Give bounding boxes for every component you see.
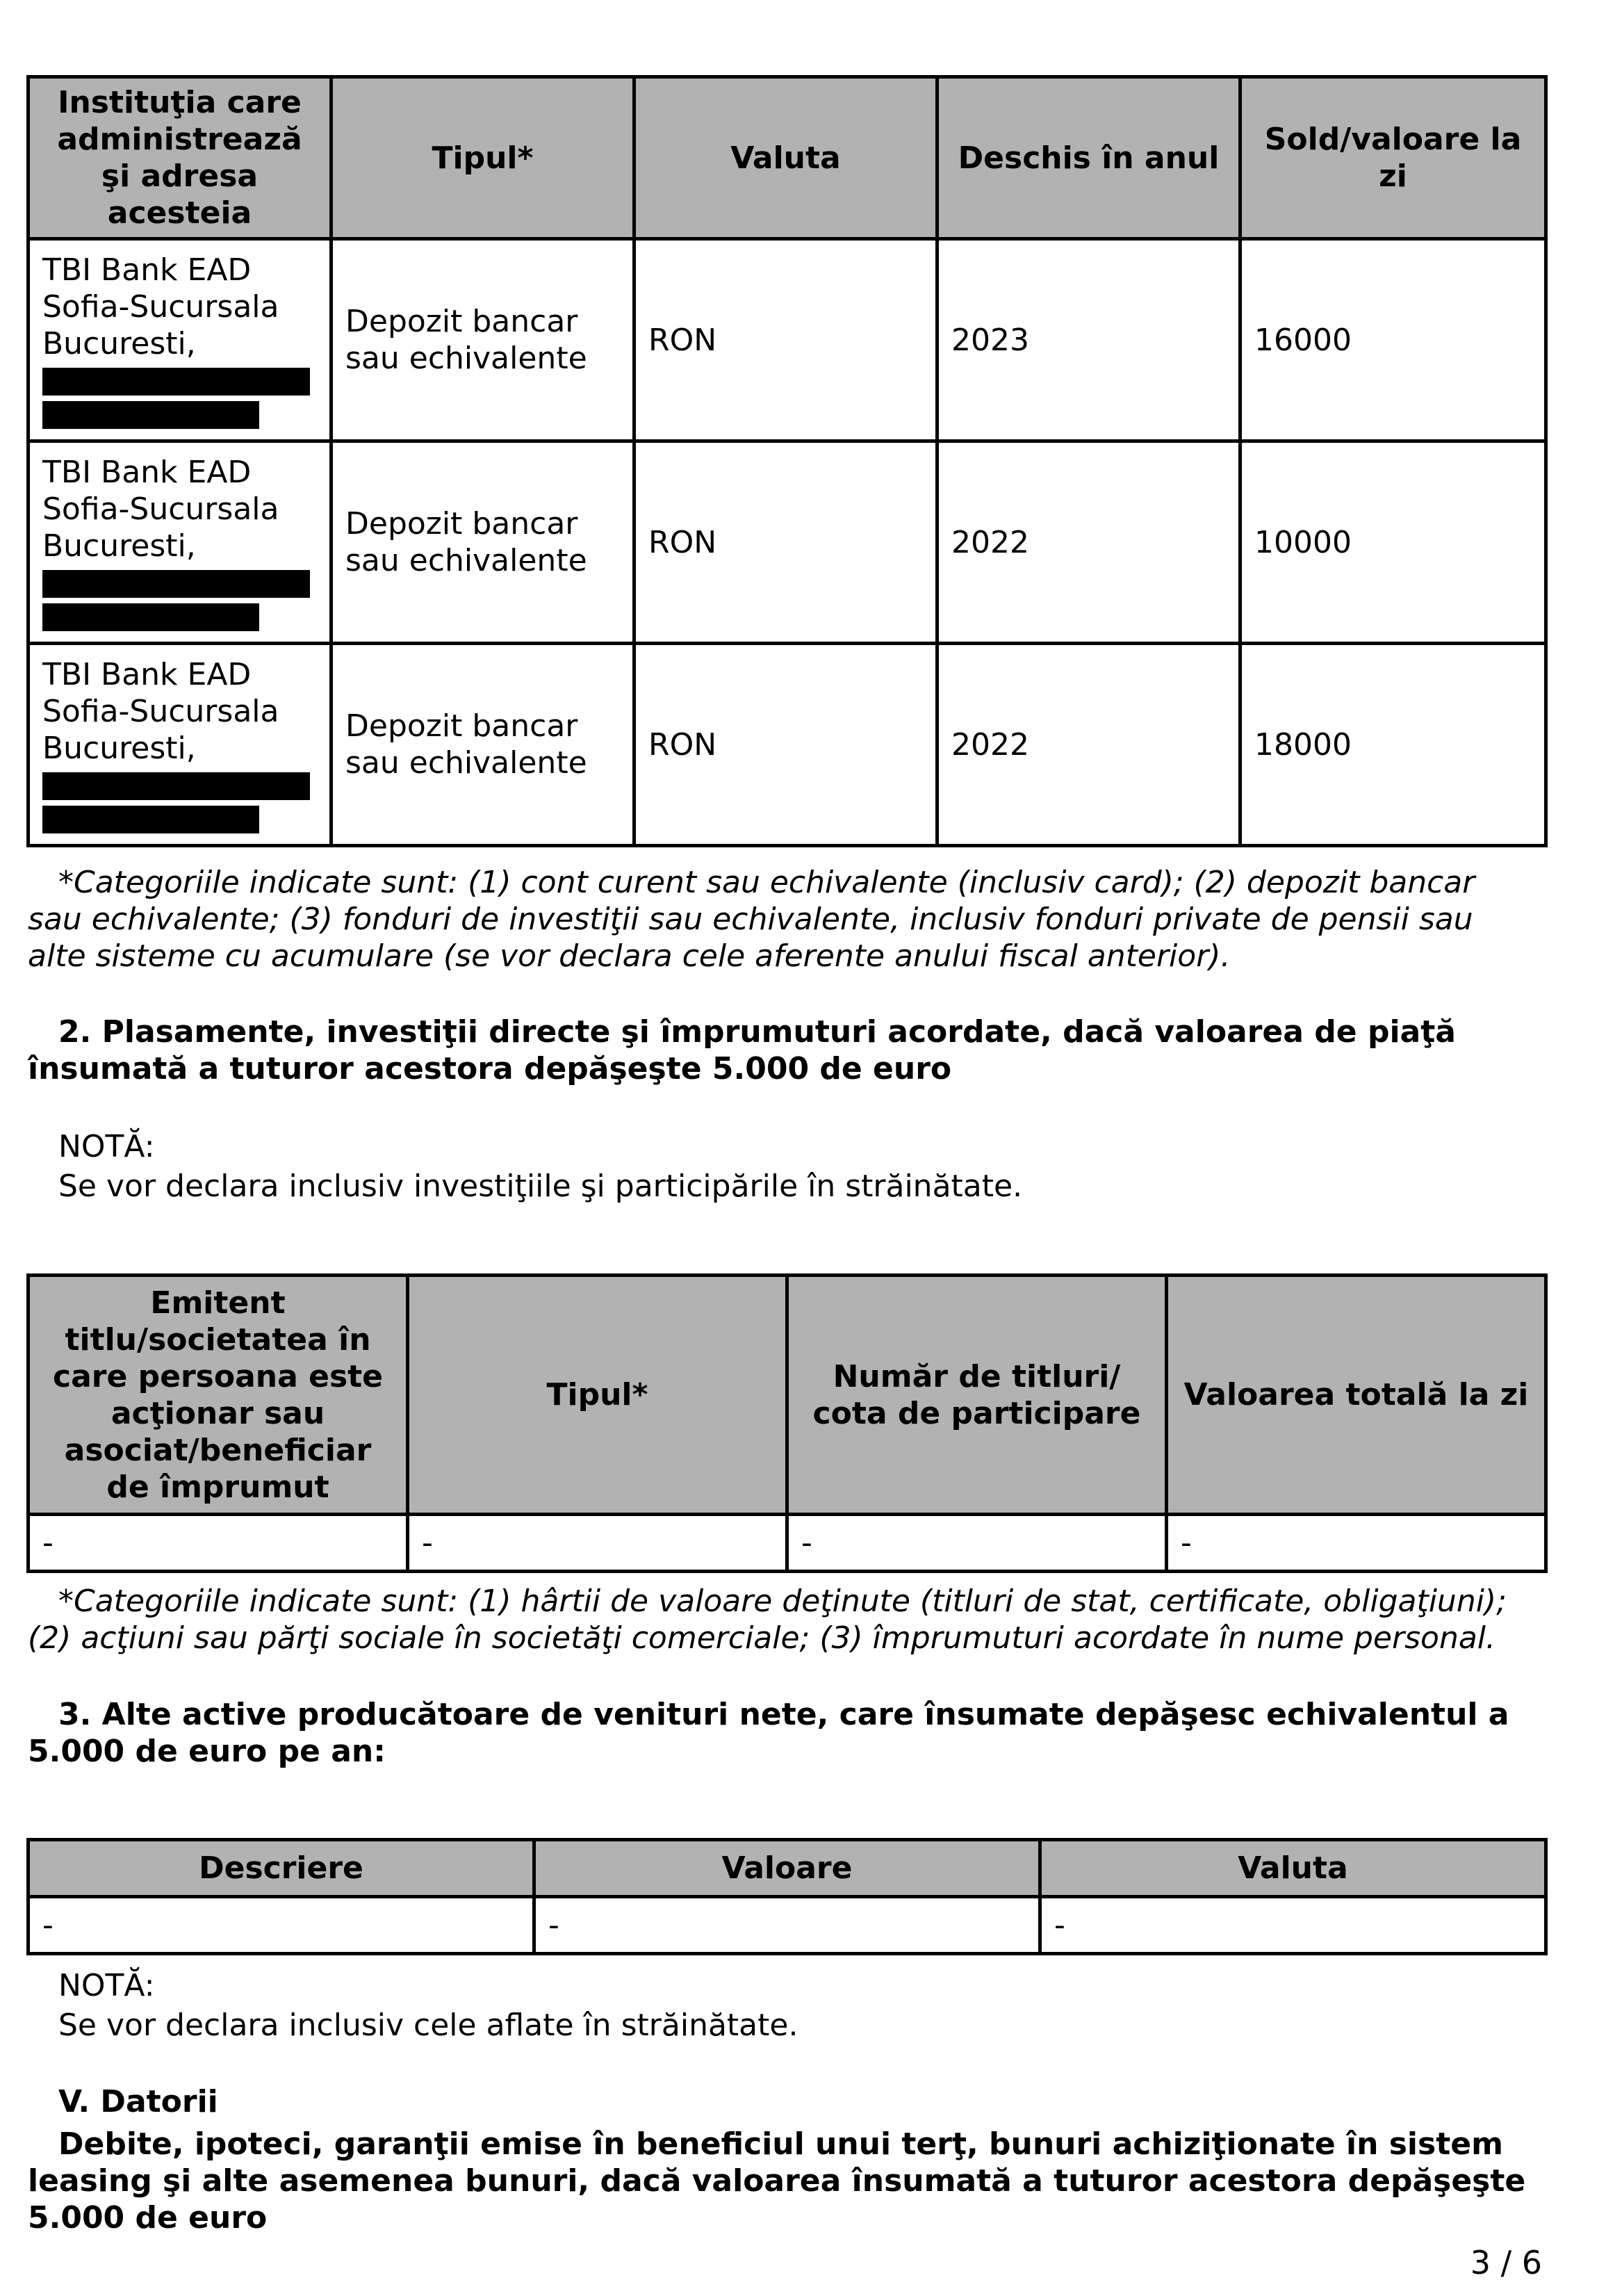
- currency-cell: RON: [634, 644, 937, 846]
- balance-cell: 10000: [1240, 441, 1546, 644]
- description-cell: -: [28, 1897, 534, 1954]
- accounts-table: [26, 75, 1548, 847]
- section2-note-text: Se vor declara inclusiv investiţiile şi participările în străinătate.: [58, 1169, 1023, 1204]
- balance-cell: 16000: [1240, 239, 1546, 441]
- redaction-bar: [42, 368, 310, 396]
- other-assets-table: [26, 1838, 1548, 1955]
- balance-cell: 18000: [1240, 644, 1546, 846]
- footnote-categories-investments: *Categoriile indicate sunt: (1) hârtii de valoare deţinute (titluri de stat, certificate, obligaţiuni); (2) acţiuni sau părţi sociale în societăţi comerciale; (3) împrumuturi acordate în nume personal.: [28, 1583, 1507, 1656]
- redaction-bar: [42, 772, 310, 800]
- header-opened-year: Deschis în anul: [937, 77, 1240, 239]
- page-number: 3 / 6: [1470, 2244, 1542, 2281]
- type-cell: Depozit bancar sau echivalente: [331, 644, 634, 846]
- institution-cell: [28, 441, 331, 644]
- redaction-bar: [42, 603, 259, 631]
- section3-note-label: NOTĂ:: [58, 1968, 155, 2003]
- type-cell: -: [408, 1515, 787, 1572]
- table-header-row: [28, 1840, 1546, 1897]
- header-total-value: Valoarea totală la zi: [1167, 1276, 1546, 1515]
- table-row: [28, 1897, 1546, 1954]
- redaction-bar: [42, 401, 259, 429]
- institution-line: Sofia-Sucursala: [42, 693, 279, 729]
- institution-cell: [28, 644, 331, 846]
- header-description: Descriere: [28, 1840, 534, 1897]
- header-value: Valoare: [534, 1840, 1040, 1897]
- table-header-row: [28, 1276, 1546, 1515]
- redaction-bar: [42, 806, 259, 833]
- section2-note-label: NOTĂ:: [58, 1129, 155, 1164]
- header-currency: Valuta: [634, 77, 937, 239]
- value-cell: -: [534, 1897, 1040, 1954]
- type-cell: Depozit bancar sau echivalente: [331, 239, 634, 441]
- institution-line: TBI Bank EAD: [42, 656, 252, 692]
- header-shares-count: Număr de titluri/ cota de participare: [787, 1276, 1167, 1515]
- institution-line: Sofia-Sucursala: [42, 491, 279, 527]
- header-issuer: Emitent titlu/societatea în care persoana este acţionar sau asociat/beneficiar de împrumut: [28, 1276, 408, 1515]
- institution-line: TBI Bank EAD: [42, 252, 252, 288]
- currency-cell: RON: [634, 441, 937, 644]
- issuer-cell: -: [28, 1515, 408, 1572]
- year-cell: 2023: [937, 239, 1240, 441]
- currency-cell: -: [1040, 1897, 1546, 1954]
- redaction-bar: [42, 570, 310, 598]
- header-currency: Valuta: [1040, 1840, 1546, 1897]
- table-row: [28, 1515, 1546, 1572]
- header-type: Tipul*: [408, 1276, 787, 1515]
- shares-cell: -: [787, 1515, 1167, 1572]
- header-balance: Sold/valoare la zi: [1240, 77, 1546, 239]
- table-header-row: [28, 77, 1546, 239]
- type-cell: Depozit bancar sau echivalente: [331, 441, 634, 644]
- institution-cell: [28, 239, 331, 441]
- investments-table: [26, 1273, 1548, 1573]
- table-row: [28, 239, 1546, 441]
- year-cell: 2022: [937, 644, 1240, 846]
- year-cell: 2022: [937, 441, 1240, 644]
- table-row: [28, 441, 1546, 644]
- institution-line: Bucuresti,: [42, 528, 196, 564]
- section5-heading: Debite, ipoteci, garanţii emise în beneficiul unui terţ, bunuri achiziţionate în sistem leasing şi alte asemenea bunuri, dacă valoarea însumată a tuturor acestora depăşeşte 5.000 de euro: [28, 2126, 1526, 2236]
- institution-line: TBI Bank EAD: [42, 454, 252, 490]
- value-cell: -: [1167, 1515, 1546, 1572]
- table-row: [28, 644, 1546, 846]
- currency-cell: RON: [634, 239, 937, 441]
- section5-title: V. Datorii: [58, 2084, 218, 2119]
- header-type: Tipul*: [331, 77, 634, 239]
- institution-line: Sofia-Sucursala: [42, 288, 279, 325]
- section3-note-text: Se vor declara inclusiv cele aflate în străinătate.: [58, 2008, 798, 2043]
- section2-heading: 2. Plasamente, investiţii directe şi împrumuturi acordate, dacă valoarea de piaţă însumată a tuturor acestora depăşeşte 5.000 de euro: [28, 1014, 1456, 1086]
- header-institution: Instituţia care administrează şi adresa acesteia: [28, 77, 331, 239]
- section3-heading: 3. Alte active producătoare de venituri nete, care însumate depăşesc echivalentul a 5.000 de euro pe an:: [28, 1697, 1509, 1769]
- institution-line: Bucuresti,: [42, 325, 196, 361]
- footnote-categories-accounts: *Categoriile indicate sunt: (1) cont curent sau echivalente (inclusiv card); (2) depozit bancar sau echivalente; (3) fonduri de investiţii sau echivalente, inclusiv fonduri private de pensii sau alte sisteme cu acumulare (se vor declara cele aferente anului fiscal anterior).: [28, 865, 1475, 974]
- institution-line: Bucuresti,: [42, 730, 196, 766]
